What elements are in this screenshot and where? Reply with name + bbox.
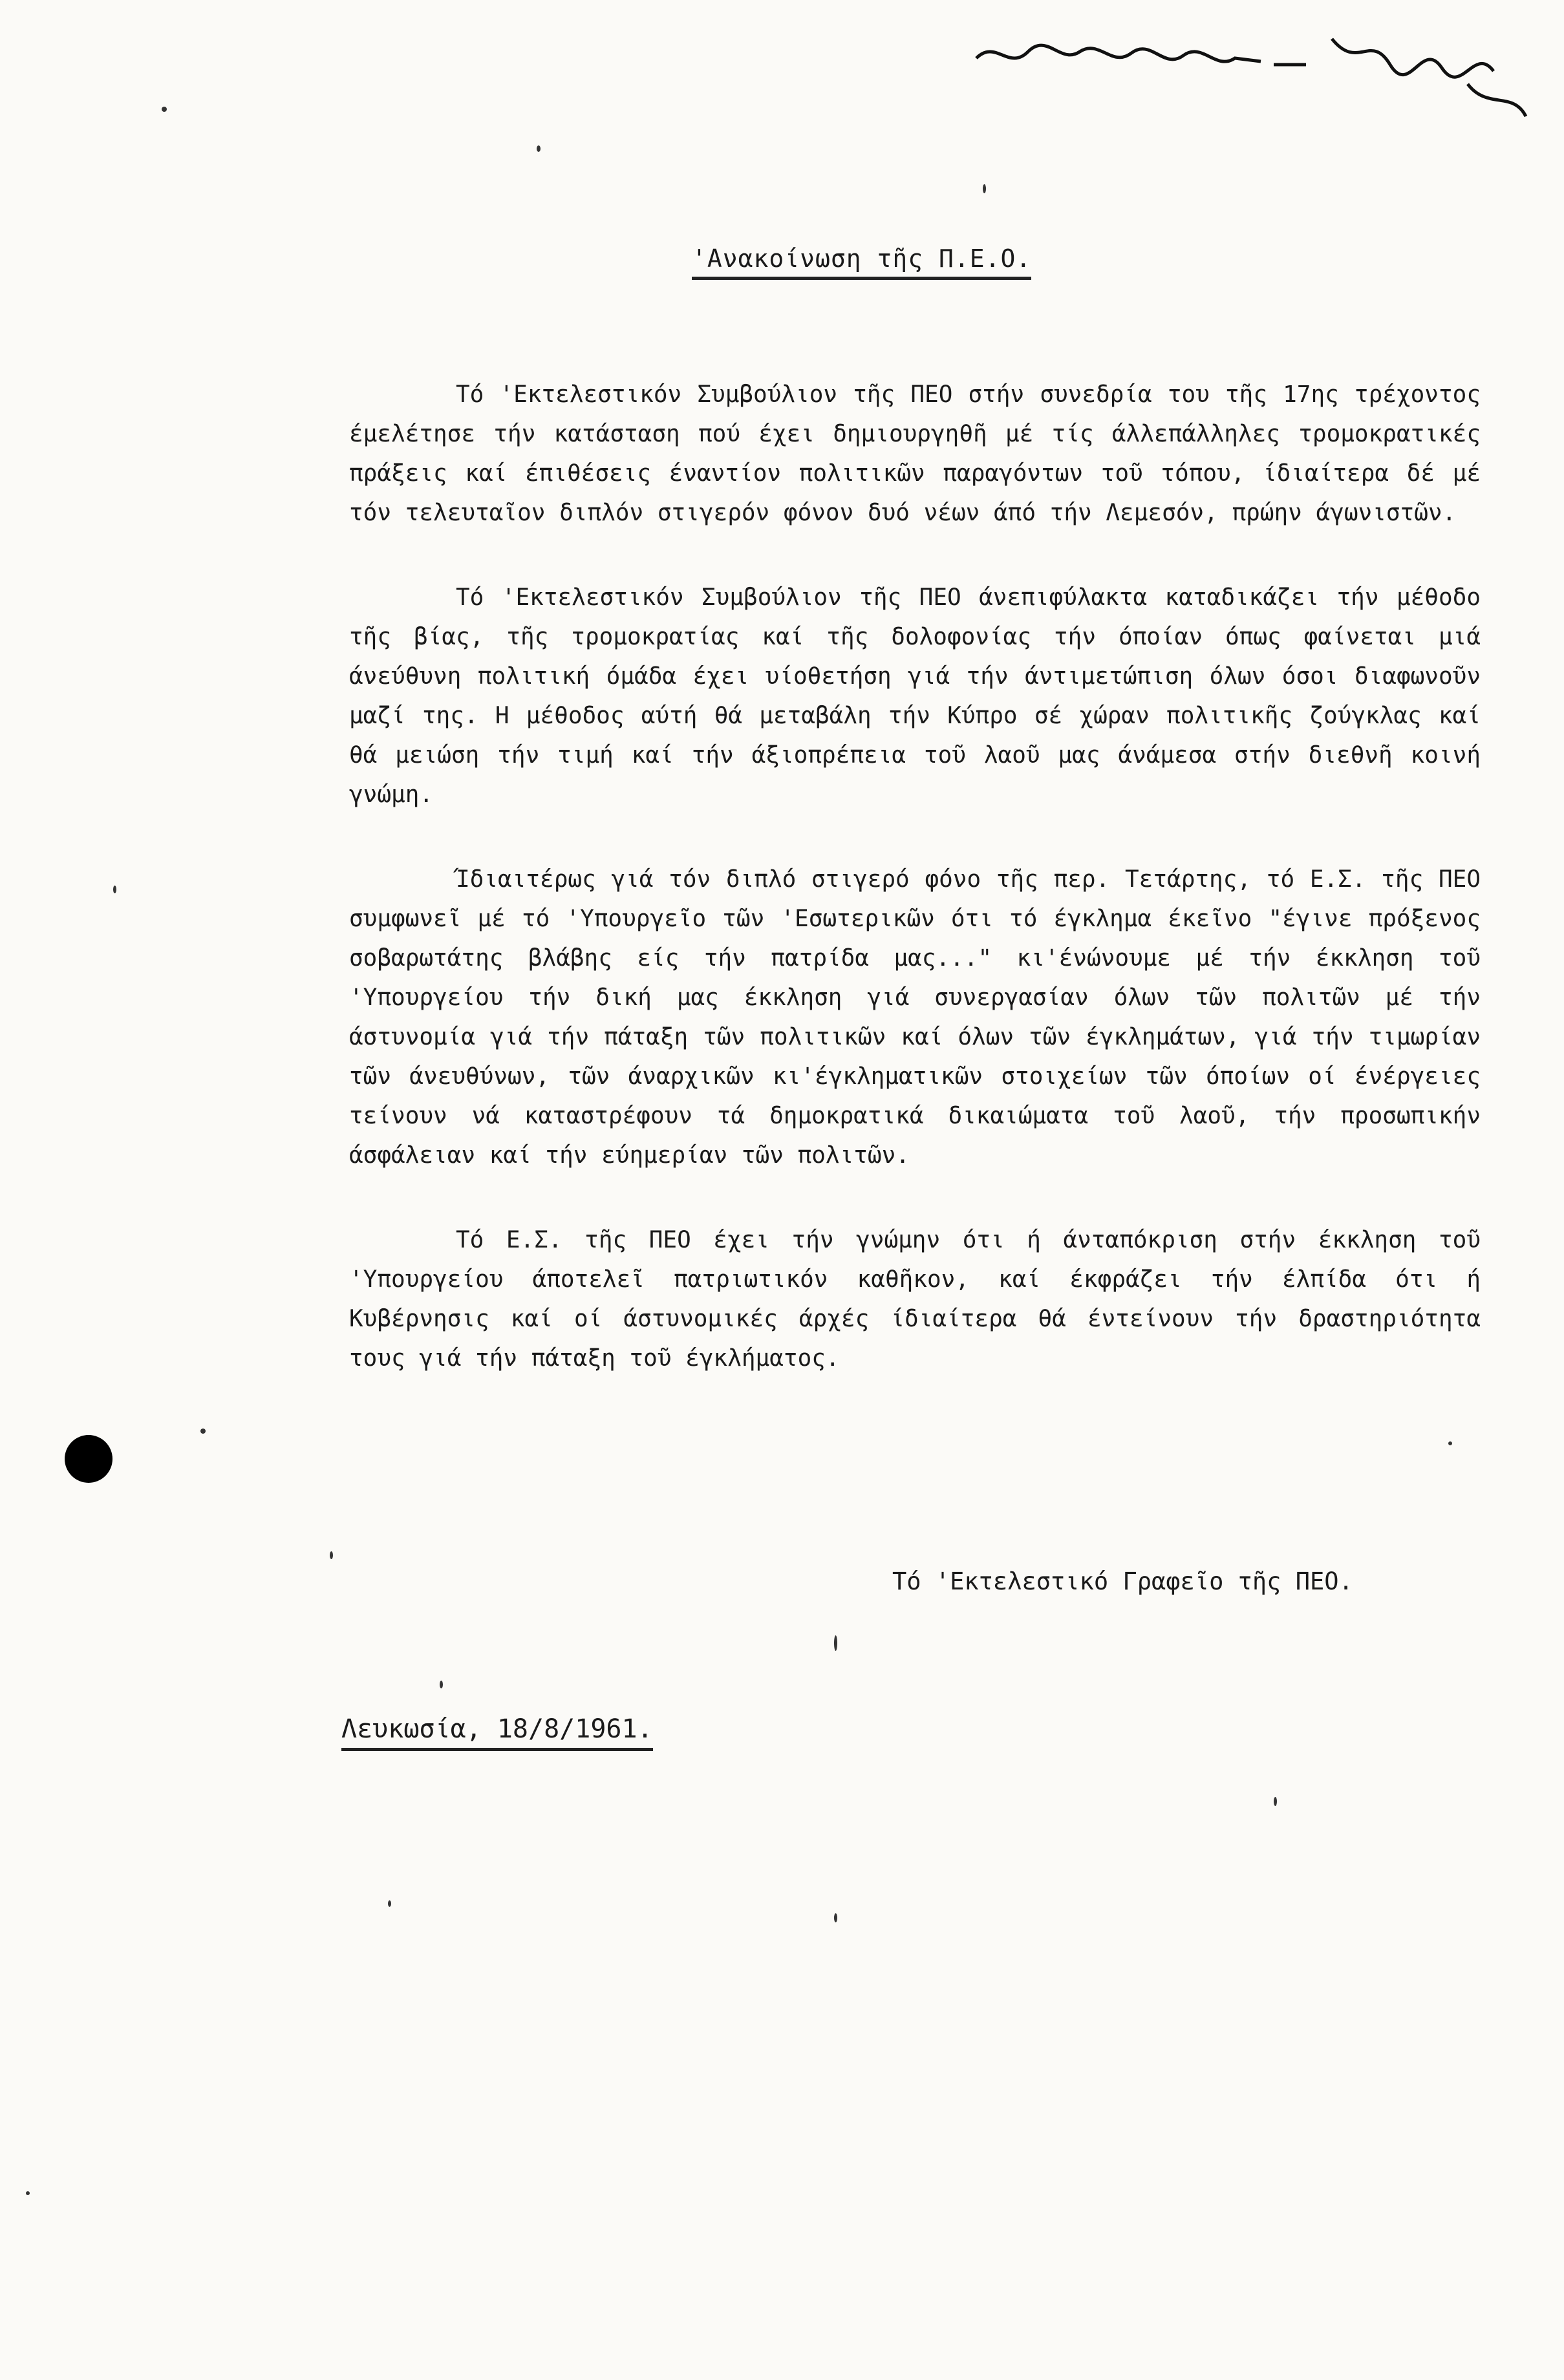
scan-speck [537, 145, 541, 152]
scan-speck [388, 1900, 391, 1907]
scan-speck [330, 1551, 333, 1559]
paragraph-3: Ίδιαιτέρως γιά τόν διπλό στιγερό φόνο τῆς περ. Τετάρτης, τό Ε.Σ. τῆς ΠΕΟ συμφωνεῖ μέ τό 'Υπουργεῖο τῶν 'Εσωτερικῶν ότι τό έγκλημα έκεῖνο "έγινε πρόξενος σοβαρωτάτης βλάβης είς τήν πατρίδα μας..." κι'ένώνουμε μέ τήν έκκληση τοῦ 'Υπουργείου τήν δική μας έκκληση γιά συνεργασίαν όλων τῶν πολιτῶν μέ τήν άστυνομία γιά τήν πάταξη τῶν πολιτικῶν καί όλων τῶν έγκλημάτων, γιά τήν τιμωρίαν τῶν άνευθύνων, τῶν άναρχικῶν κι'έγκληματικῶν στοιχείων τῶν όποίων οί ένέργειες τείνουν νά καταστρέφουν τά δημοκρατικά δικαιώματα τοῦ λαοῦ, τήν προσωπικήν άσφάλειαν καί τήν εύημερίαν τῶν πολιτῶν. [349, 866, 1481, 1169]
scan-speck [113, 886, 116, 893]
scan-speck [983, 184, 986, 193]
scan-speck [1448, 1441, 1452, 1445]
paragraph-2: Τό 'Εκτελεστικόν Συμβούλιον τῆς ΠΕΟ άνεπιφύλακτα καταδικάζει τήν μέθοδο τῆς βίας, τῆς τρομοκρατίας καί τῆς δολοφονίας τήν όποίαν όπως φαίνεται μιά άνεύθυνη πολιτική όμάδα έχει υίοθετήση γιά τήν άντιμετώπιση όλων όσοι διαφωνοῦν μαζί της. Η μέθοδος αύτή θά μεταβάλη τήν Κύπρο σέ χώραν πολιτικῆς ζούγκλας καί θά μειώση τήν τιμή καί τήν άξιοπρέπεια τοῦ λαοῦ μας άνάμεσα στήν διεθνῆ κοινή γνώμη. [349, 584, 1481, 808]
page-title: 'Ανακοίνωση τῆς Π.Ε.Ο. [692, 244, 1031, 280]
scan-speck [440, 1681, 443, 1688]
paragraph-1: Τό 'Εκτελεστικόν Συμβούλιον τῆς ΠΕΟ στήν συνεδρία του τῆς 17ης τρέχοντος έμελέτησε τήν κατάσταση πού έχει δημιουργηθῆ μέ τίς άλλεπάλληλες τρομοκρατικές πράξεις καί έπιθέσεις έναντίον πολιτικῶν παραγόντων τοῦ τόπου, ίδιαίτερα δέ μέ τόν τελευταῖον διπλόν στιγερόν φόνον δυό νέων άπό τήν Λεμεσόν, πρώην άγωνιστῶν. [349, 381, 1481, 526]
scan-speck [834, 1635, 837, 1651]
punch-hole-mark [65, 1435, 112, 1483]
scan-speck [26, 2191, 30, 2195]
scan-speck [162, 107, 167, 112]
handwritten-annotation [970, 13, 1539, 155]
scan-speck [200, 1429, 206, 1434]
date-line: Λευκωσία, 18/8/1961. [341, 1714, 653, 1751]
paragraph-4: Τό Ε.Σ. τῆς ΠΕΟ έχει τήν γνώμην ότι ή άνταπόκριση στήν έκκληση τοῦ 'Υπουργείου άποτελεῖ πατριωτικόν καθῆκον, καί έκφράζει τήν έλπίδα ότι ή Κυβέρνησις καί οί άστυνομικές άρχές ίδιαίτερα θά έντείνουν τήν δραστηριότητα τους γιά τήν πάταξη τοῦ έγκλήματος. [349, 1227, 1481, 1372]
scan-speck [1274, 1797, 1277, 1806]
announcement-body [349, 375, 1481, 1423]
signature-line: Τό 'Εκτελεστικό Γραφεῖο τῆς ΠΕΟ. [892, 1567, 1353, 1595]
scan-speck [834, 1913, 837, 1922]
